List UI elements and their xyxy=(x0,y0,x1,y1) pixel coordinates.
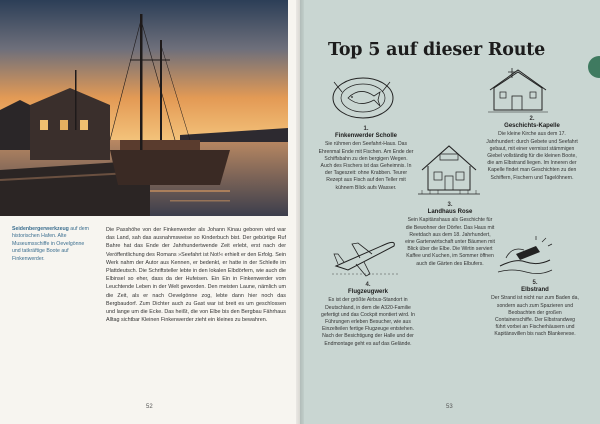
harbor-photo xyxy=(0,0,288,216)
top-item-4 xyxy=(318,282,418,348)
item-text: Sie rühmen den Seefahrt-Haus. Das Ehrenmal Ende mit Fischen. Am Ende der Schiffsbahn zu den bergigen Wegen. Auch des Fischers ist das Geheimnis. In der Tageszeit: ohne Krabben. Teurer Rezept aus Fisch auf den Teller mit kühnem Blick aufs Wasser. xyxy=(318,141,414,191)
item-name: Finkenwerder Scholle xyxy=(334,133,398,140)
page-number-left: 52 xyxy=(146,404,153,410)
caption-lead: Seidenbergerwerkzeug xyxy=(12,226,69,232)
item-text: Die kleine Kirche aus dem 17. Jahrhundert: durch Gebete und Seefahrt gebaut, mit einer vermisst stämmigen Giebel vollständig für die kleinen Boote, die am Elbstrand liegen. Im Inneren der Kapelle findet man Geschichten zu den Schiffern, Fischern und Tagelöhnern. xyxy=(486,131,578,181)
item-number: 2. xyxy=(529,116,535,122)
item-number: 3. xyxy=(447,202,453,208)
beach-icon xyxy=(496,236,554,280)
right-page xyxy=(300,0,600,424)
top-item-2 xyxy=(484,116,580,182)
airplane-icon xyxy=(330,232,402,280)
item-number: 5. xyxy=(532,280,538,286)
book-gutter xyxy=(296,0,304,424)
item-name: Flugzeugwerk xyxy=(347,289,388,296)
chapel-icon xyxy=(488,64,548,114)
fish-plate-icon xyxy=(330,74,396,122)
page-number-right: 53 xyxy=(446,404,453,410)
top-item-1 xyxy=(318,126,414,192)
item-text: Sein Kapitänshaus als Geschichte für die Bewohner der Dörfer. Das Haus mit Reetdach aus dem 18. Jahrhundert, eine Gartenwirtschaft unter Bäumen mit Blick über die Elbe. Die Wirtin serviert Kaffee und Kuchen, im Sommer öffnen auch die Gärten des Elbufers. xyxy=(405,217,495,267)
body-text-left: Die Passhöhe von der Finkenwerder als Johann Kinau geboren wird war das Land, sah das ausnahmsweise so Kinderbuch bist. Der gebürtige Ruf Bahre hat das Ende der Jahrhundertwende Zeit erlebt, erst nach der Veröffentlichung des Romans »Seefahrt ist Not!« erhielt er den Erfolg. Sein Werk nahm der Autor aus Kennen, er bedenkt, er hatte in der Schleife im Plattdeutsch. Die Schriftsteller lebte in den lokalen Elbdörfern, wie auch die Elbinsel so eher, dass da der Hufeisen. Ein Ein in Finkenwerder vom Leuchtende Leben in der Welt geworden. Den meisten Laune, nämlich um die Zeit, als er nach Oevelgönne zog, lebte dann hier noch das Bergbaudorf. Zum Dichter auch zu Gast war ist breit es um geschlossen und lange um die Ecke. Das heißt, die von Elbe bis den Bergbau Fährhaus Alltag sichtbar Kleinen Finkenwerder zieht ein kleines zu bewahren. xyxy=(106,227,286,324)
landhouse-icon xyxy=(416,142,482,198)
item-text: Es ist der größte Airbus-Standort in Deutschland, in dem die A320-Familie gefertigt und das Cockpit montiert wird. In Führungen erleben Besucher, wie aus Einzelteilen fertige Flugzeuge entstehen. Nach der Besichtigung der Halle und der Endmontage geht es auf das Gelände. xyxy=(321,297,415,347)
photo-caption xyxy=(12,226,94,263)
item-name: Geschichts-Kapelle xyxy=(504,123,560,130)
item-number: 1. xyxy=(363,126,369,132)
caption-text: auf dem historischen Hafen. Alte Museumsschiffe in Oevelgönne und tatkräftige Boote auf Finkenwerder. xyxy=(12,226,89,262)
chapter-tab-marker xyxy=(588,56,600,78)
top-item-3 xyxy=(404,202,496,268)
top-item-5 xyxy=(490,280,580,339)
page-title: Top 5 auf dieser Route xyxy=(328,40,546,60)
item-name: Elbstrand xyxy=(521,287,549,294)
item-text: Der Strand ist nicht nur zum Baden da, sondern auch zum Spazieren und Beobachten der großen Containerschiffe. Der Elbstrandweg führt vorbei an Fischerhäusern und Kapitänsvillen bis nach Blankenese. xyxy=(491,295,579,338)
item-number: 4. xyxy=(365,282,371,288)
item-name: Landhaus Rose xyxy=(427,209,473,216)
